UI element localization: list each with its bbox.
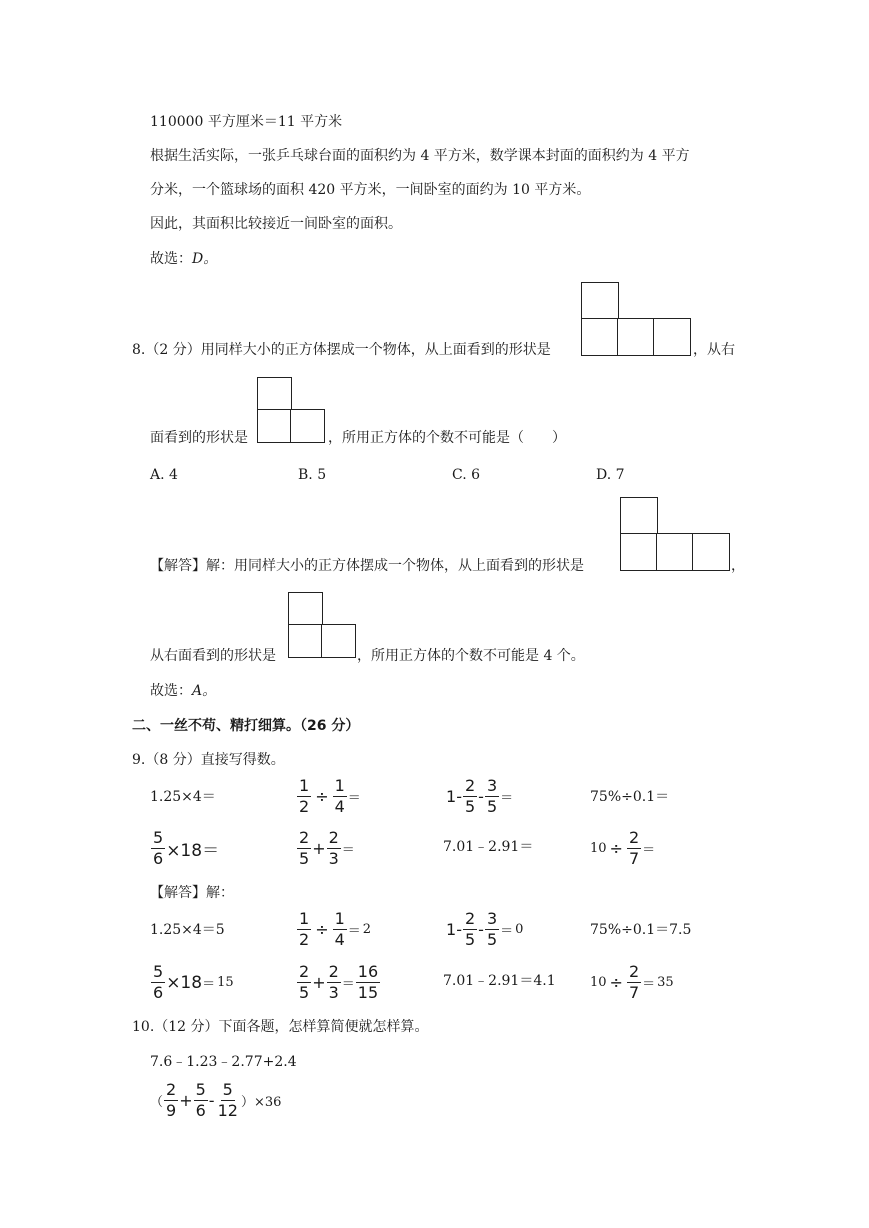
q8-line-1: 8.（2 分）用同样大小的正方体摆成一个物体，从上面看到的形状是 (132, 342, 551, 358)
q9-p3: 1 - $\frac{2}{5}$ - $\frac{3}{5}$ ＝ (446, 776, 514, 816)
q9-a6: $\frac{2}{5}$ + $\frac{2}{3}$ ＝ $\frac{16}{15}$ (299, 962, 379, 1002)
top-view-shape (581, 282, 691, 356)
section-heading: 二、一丝不苟、精打细算。（26 分） (132, 718, 360, 734)
right-view-shape (257, 377, 327, 443)
solution-top-view-shape (620, 497, 730, 571)
q9-p4: 75%÷0.1＝ (590, 789, 670, 805)
q9-a2: $\frac{1}{2}$ ÷ $\frac{1}{4}$ ＝ 2 (299, 909, 372, 949)
q8-solution-2-post: ，所用正方体的个数不可能是 4 个。 (357, 648, 585, 664)
option-a: A. 4 (150, 467, 178, 483)
q9-p2: $\frac{1}{2}$ ÷ $\frac{1}{4}$ ＝ (299, 776, 361, 816)
prev-answer: 故选：D。 (150, 251, 218, 267)
q10-title: 10.（12 分）下面各题，怎样算简便就怎样算。 (132, 1019, 429, 1035)
q9-a3: 1 - $\frac{2}{5}$ - $\frac{3}{5}$ ＝ 0 (446, 909, 524, 949)
option-c: C. 6 (452, 467, 481, 483)
q9-a8: 10 ÷ $\frac{2}{7}$ ＝ 35 (590, 962, 674, 1002)
q8-choice: 故选：A。 (150, 683, 217, 699)
q8-line-2-post: ，所用正方体的个数不可能是（ ） (328, 430, 566, 446)
q9-a1: 1.25×4＝5 (150, 922, 225, 938)
option-d: D. 7 (596, 467, 625, 483)
option-b: B. 5 (298, 467, 327, 483)
q9-title: 9.（8 分）直接写得数。 (132, 752, 285, 768)
q8-solution-1: 【解答】解：用同样大小的正方体摆成一个物体，从上面看到的形状是 (150, 558, 584, 574)
q9-a7: 7.01﹣2.91＝4.1 (443, 973, 556, 989)
solution-right-view-shape (288, 592, 356, 658)
q9-a4: 75%÷0.1＝7.5 (590, 922, 692, 938)
q9-p5: $\frac{5}{6}$ ×18＝ (153, 828, 220, 868)
prev-line-3: 分米，一个篮球场的面积 420 平方米，一间卧室的面约为 10 平方米。 (150, 182, 591, 198)
prev-line-4: 因此，其面积比较接近一间卧室的面积。 (150, 216, 402, 232)
q9-p6: $\frac{2}{5}$ + $\frac{2}{3}$ ＝ (299, 828, 355, 868)
prev-line-2: 根据生活实际，一张乒乓球台面的面积约为 4 平方米，数学课本封面的面积约为 4 平方 (150, 148, 690, 164)
q10-expr-2: （ $\frac{2}{9}$ + $\frac{5}{6}$ - $\frac{5}{12}$ ）×36 (150, 1080, 282, 1120)
q9-solution-head: 【解答】解： (150, 885, 234, 901)
q8-line-2-pre: 面看到的形状是 (150, 430, 248, 446)
q9-p7: 7.01﹣2.91＝ (443, 839, 534, 855)
q9-a5: $\frac{5}{6}$ ×18 ＝ 15 (153, 962, 234, 1002)
q9-p1: 1.25×4＝ (150, 789, 216, 805)
q8-solution-2-pre: 从右面看到的形状是 (150, 648, 276, 664)
q8-line-1-tail: ，从右 (693, 342, 735, 358)
q8-solution-1-tail: ， (731, 558, 745, 574)
q10-expr-1: 7.6﹣1.23﹣2.77+2.4 (150, 1054, 297, 1070)
q9-p8: 10 ÷ $\frac{2}{7}$ ＝ (590, 828, 656, 868)
prev-line-1: 110000 平方厘米＝11 平方米 (150, 114, 343, 130)
